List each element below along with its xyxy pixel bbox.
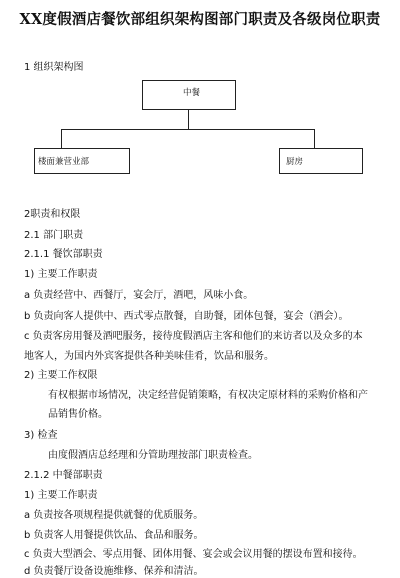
text-line: 2.1.2 中餐部职责 [24, 470, 103, 481]
org-box-right [279, 148, 363, 174]
text-line: c 负责大型酒会、零点用餐、团体用餐、宴会或会议用餐的摆设布置和接待。 [24, 549, 363, 560]
org-box-right-label: 厨房 [286, 157, 304, 167]
text-line: 2.1 部门职责 [24, 230, 84, 241]
text-line: b 负责向客人提供中、西式零点散餐，自助餐，团体包餐，宴会（酒会）。 [24, 311, 349, 322]
text-line: 品销售价格。 [48, 409, 108, 420]
text-line: a 负责按各项规程提供就餐的优质服务。 [24, 510, 204, 521]
org-box-left-label: 楼面兼营业部 [38, 157, 90, 167]
org-connector-left [61, 129, 62, 148]
org-connector-right [314, 129, 315, 148]
text-line: 2) 主要工作权限 [24, 370, 98, 381]
text-line: 1) 主要工作职责 [24, 269, 98, 280]
org-box-left [34, 148, 130, 174]
text-line: b 负责客人用餐提供饮品、食品和服务。 [24, 530, 204, 541]
text-line: 有权根据市场情况，决定经营促销策略，有权决定原材料的采购价格和产 [48, 390, 368, 401]
text-line: 由度假酒店总经理和分管助理按部门职责检查。 [48, 450, 258, 461]
text-line: 1) 主要工作职责 [24, 490, 98, 501]
text-line: c 负责客房用餐及酒吧服务，接待度假酒店主客和他们的来访者以及众多的本 [24, 331, 363, 342]
text-line: 2职责和权限 [24, 209, 81, 220]
org-box-top [142, 80, 236, 110]
text-line: 3) 检查 [24, 430, 58, 441]
org-connector-horizontal [61, 129, 315, 130]
page-title: XX度假酒店餐饮部组织架构图部门职责及各级岗位职责 [19, 11, 381, 28]
org-box-top-label: 中餐 [183, 88, 201, 98]
text-line: a 负责经营中、西餐厅，宴会厅，酒吧，风味小食。 [24, 290, 254, 301]
text-line: 2.1.1 餐饮部职责 [24, 249, 103, 260]
section-heading-org-chart: 1 组织架构图 [24, 62, 84, 73]
org-connector-vertical [188, 110, 189, 130]
text-line: d 负责餐厅设备设施维修、保养和清洁。 [24, 566, 204, 577]
text-line: 地客人，为国内外宾客提供各种美味佳肴，饮品和服务。 [24, 351, 274, 362]
